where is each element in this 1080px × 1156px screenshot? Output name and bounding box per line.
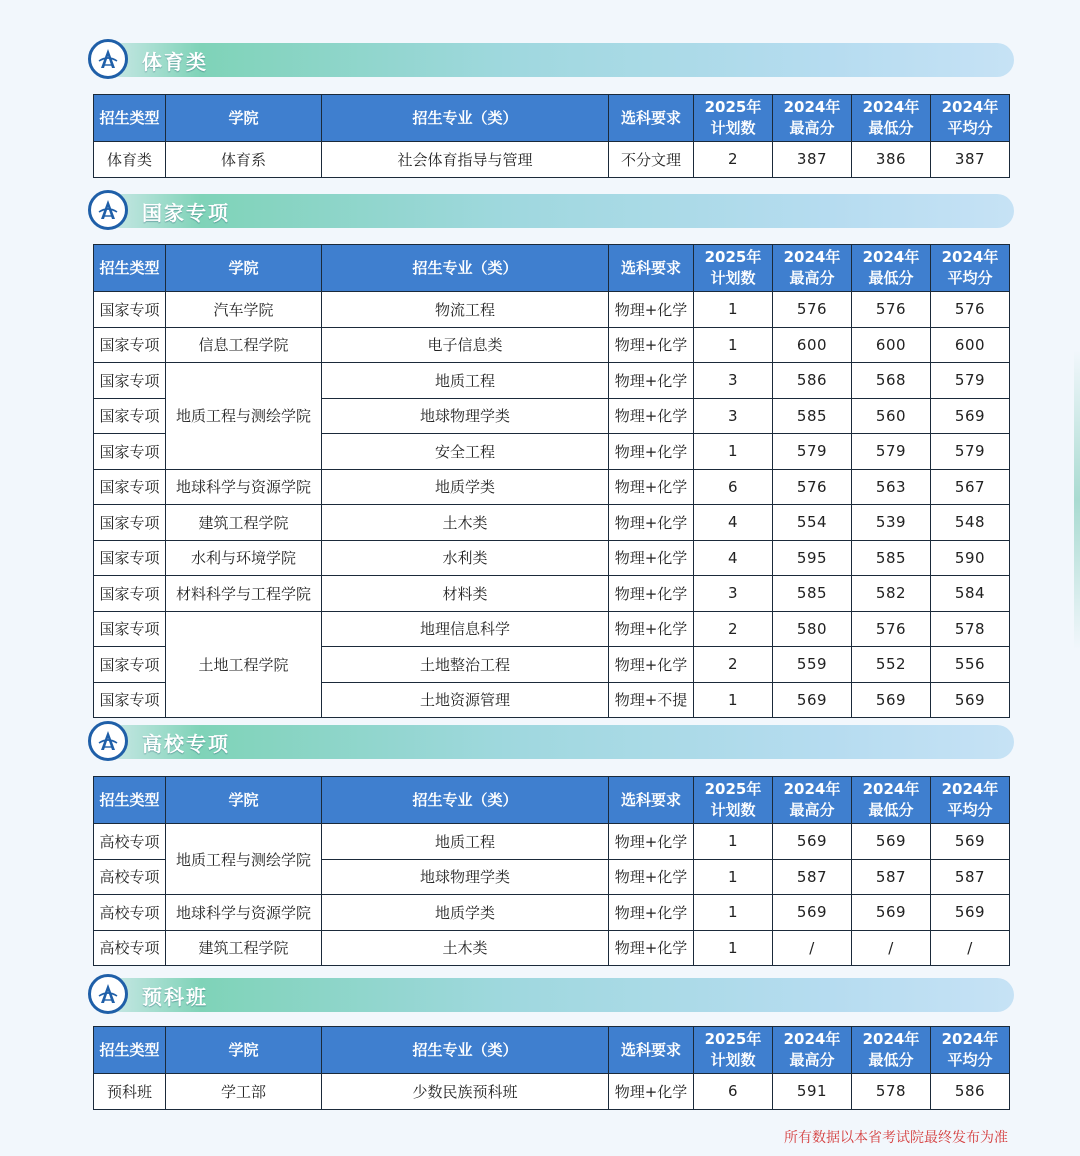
cell-max: 554	[773, 505, 852, 541]
column-header-max: 2024年 最高分	[773, 777, 852, 824]
column-header-major: 招生专业（类）	[322, 245, 609, 292]
table-header-row	[94, 95, 1010, 142]
column-header-type: 招生类型	[94, 777, 166, 824]
cell-subject: 物理+化学	[609, 1074, 694, 1110]
cell-max: 569	[773, 824, 852, 860]
cell-major: 社会体育指导与管理	[322, 142, 609, 178]
cell-max: 569	[773, 682, 852, 718]
cell-subject: 物理+化学	[609, 469, 694, 505]
admission-table	[93, 776, 1010, 966]
cell-major: 物流工程	[322, 292, 609, 328]
cell-type: 国家专项	[94, 292, 166, 328]
column-header-subject: 选科要求	[609, 245, 694, 292]
column-header-plan: 2025年 计划数	[694, 95, 773, 142]
cell-max: /	[773, 930, 852, 966]
cell-major: 少数民族预科班	[322, 1074, 609, 1110]
cell-type: 国家专项	[94, 682, 166, 718]
cell-subject: 不分文理	[609, 142, 694, 178]
cell-plan: 1	[694, 434, 773, 470]
cell-plan: 2	[694, 611, 773, 647]
column-header-avg: 2024年 平均分	[931, 95, 1010, 142]
cell-avg: 579	[931, 434, 1010, 470]
cell-type: 国家专项	[94, 398, 166, 434]
cell-major: 地质学类	[322, 895, 609, 931]
cell-plan: 1	[694, 895, 773, 931]
cell-avg: 578	[931, 611, 1010, 647]
cell-major: 地质工程	[322, 824, 609, 860]
cell-plan: 3	[694, 576, 773, 612]
table-row	[94, 540, 1010, 576]
cell-major: 地球物理学类	[322, 398, 609, 434]
cell-type: 国家专项	[94, 327, 166, 363]
cell-plan: 1	[694, 292, 773, 328]
side-decoration	[1074, 350, 1080, 650]
section-banner	[90, 978, 1014, 1012]
cell-avg: 387	[931, 142, 1010, 178]
table-row	[94, 576, 1010, 612]
column-header-min: 2024年 最低分	[852, 777, 931, 824]
cell-college: 地质工程与测绘学院	[166, 824, 322, 895]
cell-subject: 物理+化学	[609, 327, 694, 363]
cell-subject: 物理+不提	[609, 682, 694, 718]
column-header-max: 2024年 最高分	[773, 1027, 852, 1074]
cell-plan: 2	[694, 142, 773, 178]
cell-college: 材料科学与工程学院	[166, 576, 322, 612]
cell-subject: 物理+化学	[609, 930, 694, 966]
cell-max: 580	[773, 611, 852, 647]
column-header-type: 招生类型	[94, 95, 166, 142]
cell-subject: 物理+化学	[609, 824, 694, 860]
column-header-college: 学院	[166, 1027, 322, 1074]
university-logo-icon	[88, 974, 128, 1014]
cell-plan: 4	[694, 505, 773, 541]
cell-min: 576	[852, 611, 931, 647]
cell-college: 学工部	[166, 1074, 322, 1110]
cell-college: 信息工程学院	[166, 327, 322, 363]
admission-table	[93, 244, 1010, 718]
column-header-plan: 2025年 计划数	[694, 245, 773, 292]
cell-avg: 569	[931, 682, 1010, 718]
university-logo-icon	[88, 190, 128, 230]
cell-type: 国家专项	[94, 611, 166, 647]
cell-college: 水利与环境学院	[166, 540, 322, 576]
cell-min: 569	[852, 824, 931, 860]
cell-avg: 600	[931, 327, 1010, 363]
column-header-avg: 2024年 平均分	[931, 777, 1010, 824]
cell-subject: 物理+化学	[609, 576, 694, 612]
cell-min: 560	[852, 398, 931, 434]
university-logo-icon	[88, 39, 128, 79]
cell-college: 建筑工程学院	[166, 930, 322, 966]
cell-min: 582	[852, 576, 931, 612]
cell-max: 387	[773, 142, 852, 178]
cell-plan: 2	[694, 647, 773, 683]
admission-table	[93, 94, 1010, 178]
column-header-type: 招生类型	[94, 245, 166, 292]
cell-college: 地球科学与资源学院	[166, 469, 322, 505]
table-header-row	[94, 777, 1010, 824]
column-header-plan: 2025年 计划数	[694, 1027, 773, 1074]
column-header-major: 招生专业（类）	[322, 95, 609, 142]
cell-type: 高校专项	[94, 859, 166, 895]
cell-plan: 6	[694, 1074, 773, 1110]
cell-max: 585	[773, 398, 852, 434]
cell-subject: 物理+化学	[609, 292, 694, 328]
cell-subject: 物理+化学	[609, 540, 694, 576]
cell-max: 576	[773, 292, 852, 328]
cell-min: 569	[852, 682, 931, 718]
cell-major: 材料类	[322, 576, 609, 612]
cell-min: /	[852, 930, 931, 966]
section-title: 体育类	[142, 50, 208, 74]
cell-avg: 567	[931, 469, 1010, 505]
cell-plan: 1	[694, 859, 773, 895]
section-banner	[90, 725, 1014, 759]
column-header-max: 2024年 最高分	[773, 95, 852, 142]
table-row	[94, 327, 1010, 363]
cell-avg: 569	[931, 398, 1010, 434]
cell-subject: 物理+化学	[609, 363, 694, 399]
cell-max: 591	[773, 1074, 852, 1110]
cell-avg: 586	[931, 1074, 1010, 1110]
cell-college: 地球科学与资源学院	[166, 895, 322, 931]
cell-major: 安全工程	[322, 434, 609, 470]
column-header-max: 2024年 最高分	[773, 245, 852, 292]
cell-major: 地球物理学类	[322, 859, 609, 895]
cell-avg: 548	[931, 505, 1010, 541]
cell-max: 579	[773, 434, 852, 470]
cell-avg: 576	[931, 292, 1010, 328]
cell-college: 土地工程学院	[166, 611, 322, 718]
column-header-major: 招生专业（类）	[322, 777, 609, 824]
cell-type: 国家专项	[94, 469, 166, 505]
cell-subject: 物理+化学	[609, 611, 694, 647]
cell-plan: 3	[694, 398, 773, 434]
cell-type: 国家专项	[94, 647, 166, 683]
cell-college: 体育系	[166, 142, 322, 178]
cell-college: 建筑工程学院	[166, 505, 322, 541]
cell-min: 587	[852, 859, 931, 895]
table-row	[94, 505, 1010, 541]
cell-type: 体育类	[94, 142, 166, 178]
table-row	[94, 469, 1010, 505]
cell-subject: 物理+化学	[609, 647, 694, 683]
column-header-college: 学院	[166, 777, 322, 824]
table-row	[94, 363, 1010, 399]
cell-min: 563	[852, 469, 931, 505]
table-header-row	[94, 1027, 1010, 1074]
cell-major: 土地整治工程	[322, 647, 609, 683]
cell-subject: 物理+化学	[609, 505, 694, 541]
column-header-subject: 选科要求	[609, 1027, 694, 1074]
cell-type: 国家专项	[94, 540, 166, 576]
table-header-row	[94, 245, 1010, 292]
section-title: 高校专项	[142, 732, 230, 756]
cell-plan: 1	[694, 824, 773, 860]
cell-plan: 4	[694, 540, 773, 576]
cell-min: 568	[852, 363, 931, 399]
cell-avg: 569	[931, 824, 1010, 860]
table-row	[94, 1074, 1010, 1110]
cell-major: 地理信息科学	[322, 611, 609, 647]
cell-max: 600	[773, 327, 852, 363]
column-header-college: 学院	[166, 245, 322, 292]
cell-type: 高校专项	[94, 824, 166, 860]
cell-type: 国家专项	[94, 434, 166, 470]
cell-max: 569	[773, 895, 852, 931]
cell-major: 电子信息类	[322, 327, 609, 363]
cell-subject: 物理+化学	[609, 895, 694, 931]
cell-avg: 587	[931, 859, 1010, 895]
university-logo-icon	[88, 721, 128, 761]
cell-avg: 584	[931, 576, 1010, 612]
cell-college: 汽车学院	[166, 292, 322, 328]
cell-min: 386	[852, 142, 931, 178]
cell-major: 地质工程	[322, 363, 609, 399]
table-row	[94, 895, 1010, 931]
cell-major: 土地资源管理	[322, 682, 609, 718]
cell-min: 578	[852, 1074, 931, 1110]
cell-plan: 1	[694, 327, 773, 363]
cell-type: 高校专项	[94, 930, 166, 966]
cell-subject: 物理+化学	[609, 398, 694, 434]
cell-min: 569	[852, 895, 931, 931]
column-header-min: 2024年 最低分	[852, 95, 931, 142]
column-header-min: 2024年 最低分	[852, 245, 931, 292]
cell-max: 595	[773, 540, 852, 576]
cell-type: 预科班	[94, 1074, 166, 1110]
cell-major: 地质学类	[322, 469, 609, 505]
table-row	[94, 611, 1010, 647]
column-header-avg: 2024年 平均分	[931, 245, 1010, 292]
cell-subject: 物理+化学	[609, 859, 694, 895]
cell-max: 587	[773, 859, 852, 895]
cell-min: 579	[852, 434, 931, 470]
cell-avg: /	[931, 930, 1010, 966]
cell-plan: 1	[694, 682, 773, 718]
cell-type: 国家专项	[94, 576, 166, 612]
cell-avg: 579	[931, 363, 1010, 399]
cell-max: 559	[773, 647, 852, 683]
cell-plan: 6	[694, 469, 773, 505]
section-title: 国家专项	[142, 201, 230, 225]
cell-avg: 590	[931, 540, 1010, 576]
column-header-avg: 2024年 平均分	[931, 1027, 1010, 1074]
column-header-type: 招生类型	[94, 1027, 166, 1074]
section-banner	[90, 194, 1014, 228]
cell-type: 国家专项	[94, 505, 166, 541]
cell-min: 552	[852, 647, 931, 683]
cell-subject: 物理+化学	[609, 434, 694, 470]
column-header-min: 2024年 最低分	[852, 1027, 931, 1074]
cell-college: 地质工程与测绘学院	[166, 363, 322, 470]
cell-type: 国家专项	[94, 363, 166, 399]
cell-plan: 3	[694, 363, 773, 399]
cell-major: 水利类	[322, 540, 609, 576]
cell-max: 585	[773, 576, 852, 612]
table-row	[94, 142, 1010, 178]
cell-min: 539	[852, 505, 931, 541]
table-row	[94, 930, 1010, 966]
footnote: 所有数据以本省考试院最终发布为准	[784, 1130, 1008, 1146]
cell-type: 高校专项	[94, 895, 166, 931]
cell-min: 600	[852, 327, 931, 363]
cell-min: 585	[852, 540, 931, 576]
table-row	[94, 292, 1010, 328]
cell-major: 土木类	[322, 930, 609, 966]
column-header-plan: 2025年 计划数	[694, 777, 773, 824]
table-row	[94, 824, 1010, 860]
cell-avg: 569	[931, 895, 1010, 931]
cell-major: 土木类	[322, 505, 609, 541]
section-title: 预科班	[142, 985, 208, 1009]
cell-plan: 1	[694, 930, 773, 966]
cell-avg: 556	[931, 647, 1010, 683]
column-header-college: 学院	[166, 95, 322, 142]
column-header-subject: 选科要求	[609, 777, 694, 824]
cell-max: 586	[773, 363, 852, 399]
admission-table	[93, 1026, 1010, 1110]
column-header-subject: 选科要求	[609, 95, 694, 142]
column-header-major: 招生专业（类）	[322, 1027, 609, 1074]
cell-max: 576	[773, 469, 852, 505]
section-banner	[90, 43, 1014, 77]
cell-min: 576	[852, 292, 931, 328]
